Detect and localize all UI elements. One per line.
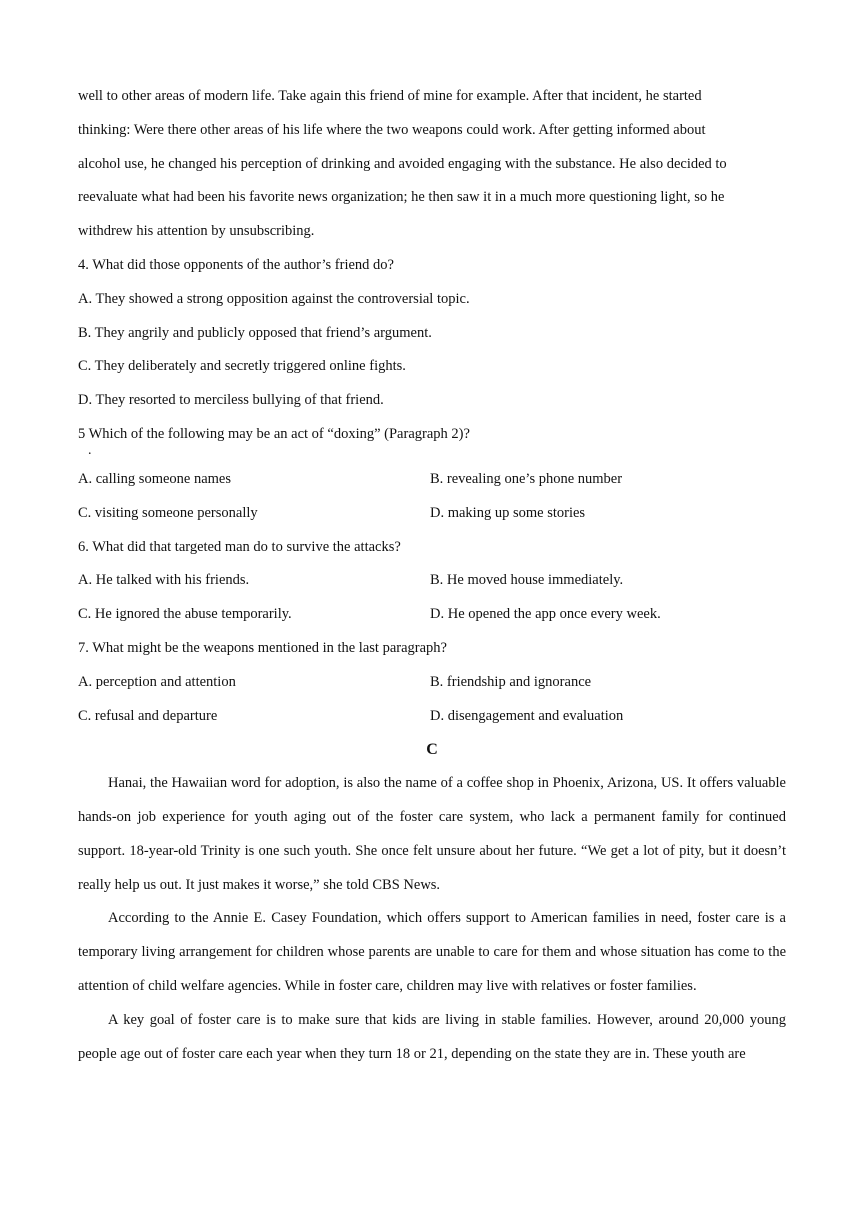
- passage-line: well to other areas of modern life. Take again this friend of mine for example. After that incident, he started: [78, 88, 702, 104]
- question-7-option-d: D. disengagement and evaluation: [430, 707, 624, 724]
- question-7-options-row: [78, 700, 786, 734]
- question-5-options-row: [78, 463, 786, 497]
- question-5-mark: .: [88, 442, 92, 458]
- question-4-option-c: C. They deliberately and secretly triggered online fights.: [78, 358, 406, 375]
- question-7: [78, 632, 786, 733]
- question-5-option-a: A. calling someone names: [78, 470, 232, 487]
- question-7-options-row: [78, 666, 786, 700]
- section-c-paragraph-3: A key goal of foster care is to make sure that kids are living in stable families. However, around 20,000 young people age out of foster care each year when they turn 18 or 21, depending on the state they are in. These youth are: [78, 1011, 786, 1062]
- question-6-options-row: [78, 598, 786, 632]
- question-4-option-b: B. They angrily and publicly opposed that friend’s argument.: [78, 324, 432, 341]
- question-6-text: 6. What did that targeted man do to survive the attacks?: [78, 538, 401, 555]
- question-6-option-a: A. He talked with his friends.: [78, 572, 250, 589]
- question-4-option-a: A. They showed a strong opposition against the controversial topic.: [78, 290, 470, 307]
- question-5-option-b: B. revealing one’s phone number: [430, 470, 623, 487]
- document-page: [78, 80, 786, 1071]
- question-4-text: 4. What did those opponents of the author’s friend do?: [78, 256, 394, 273]
- section-c-paragraph-1: Hanai, the Hawaiian word for adoption, is also the name of a coffee shop in Phoenix, Arizona, US. It offers valuable hands-on job experience for youth aging out of the foster care system, who lack a permanent family for continued support. 18-year-old Trinity is one such youth. She once felt unsure about her future. “We get a lot of pity, but it doesn’t really help us out. It just makes it worse,” she told CBS News.: [78, 775, 786, 893]
- section-c-paragraph-2: According to the Annie E. Casey Foundation, which offers support to American families in need, foster care is a temporary living arrangement for children whose parents are unable to care for them and whose situation has come to the attention of child welfare agencies. While in foster care, children may live with relatives or foster families.: [78, 910, 786, 994]
- question-5: [78, 418, 786, 531]
- question-7-option-c: C. refusal and departure: [78, 707, 218, 724]
- question-6-option-d: D. He opened the app once every week.: [430, 606, 661, 623]
- question-7-option-b: B. friendship and ignorance: [430, 673, 592, 690]
- section-c-title: C: [426, 741, 438, 759]
- question-5-option-c: C. visiting someone personally: [78, 504, 258, 521]
- passage-line: withdrew his attention by unsubscribing.: [78, 223, 315, 240]
- passage-line: reevaluate what had been his favorite news organization; he then saw it in a much more questioning light, so he: [78, 189, 725, 206]
- question-6-option-c: C. He ignored the abuse temporarily.: [78, 606, 292, 623]
- question-6-options-row: [78, 564, 786, 598]
- question-6: [78, 531, 786, 632]
- question-6-option-b: B. He moved house immediately.: [430, 572, 624, 589]
- question-5-options-row: [78, 497, 786, 531]
- section-c: [78, 733, 786, 1071]
- passage-line: thinking: Were there other areas of his life where the two weapons could work. After getting informed about: [78, 121, 706, 138]
- passage-b-ending: [78, 80, 786, 249]
- passage-line: alcohol use, he changed his perception of drinking and avoided engaging with the substance. He also decided to: [78, 155, 727, 172]
- question-4: [78, 249, 786, 418]
- question-5-option-d: D. making up some stories: [430, 504, 586, 521]
- question-7-option-a: A. perception and attention: [78, 673, 236, 690]
- question-7-text: 7. What might be the weapons mentioned in the last paragraph?: [78, 639, 447, 656]
- question-5-header: [78, 418, 786, 463]
- question-5-text: 5 Which of the following may be an act of “doxing” (Paragraph 2)?: [78, 425, 470, 442]
- question-4-option-d: D. They resorted to merciless bullying of that friend.: [78, 392, 384, 409]
